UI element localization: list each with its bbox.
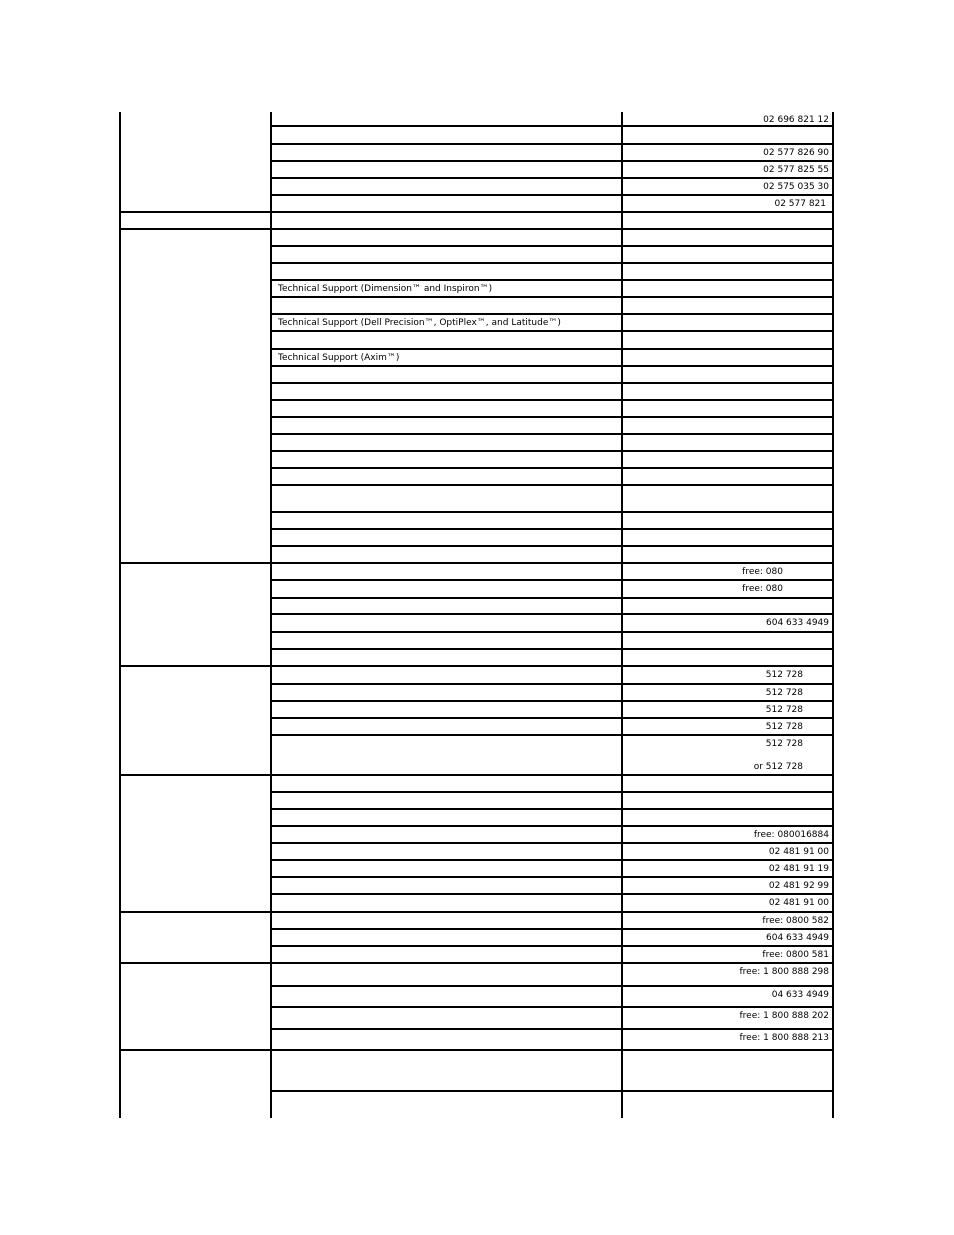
phone-number: 04 633 4949 <box>771 990 829 1000</box>
phone-number: 02 696 821 12 <box>763 115 829 125</box>
row-separator <box>270 1028 834 1030</box>
phone-number: 512 728 <box>765 739 803 749</box>
group-separator <box>119 665 834 667</box>
row-separator <box>270 825 834 827</box>
phone-number: 02 481 91 00 <box>768 847 829 857</box>
row-separator <box>270 1006 834 1008</box>
row-separator <box>270 279 834 281</box>
row-separator <box>270 433 834 435</box>
group-separator <box>119 911 834 913</box>
row-separator <box>270 545 834 547</box>
phone-number: free: 080 <box>742 567 783 577</box>
phone-number: free: 0800 582 <box>762 916 829 926</box>
row-separator <box>270 125 834 127</box>
row-separator <box>270 717 834 719</box>
row-separator <box>270 1090 834 1092</box>
group-separator <box>119 211 834 213</box>
row-separator <box>270 859 834 861</box>
phone-number: 512 728 <box>765 688 803 698</box>
group-separator <box>119 1049 834 1051</box>
row-separator <box>270 313 834 315</box>
row-separator <box>270 382 834 384</box>
phone-number: 02 577 825 55 <box>763 165 829 175</box>
row-separator <box>270 528 834 530</box>
phone-number: 604 633 4949 <box>766 618 829 628</box>
row-separator <box>270 734 834 736</box>
row-separator <box>270 631 834 633</box>
group-separator <box>119 774 834 776</box>
row-separator <box>270 648 834 650</box>
row-separator <box>270 876 834 878</box>
row-separator <box>270 700 834 702</box>
phone-number: free: 1 800 888 213 <box>739 1033 829 1043</box>
phone-number: 02 575 035 30 <box>763 182 829 192</box>
phone-number: 512 728 <box>765 722 803 732</box>
group-separator <box>119 562 834 564</box>
phone-number: 512 728 <box>765 670 803 680</box>
row-separator <box>270 399 834 401</box>
row-separator <box>270 597 834 599</box>
row-separator <box>270 194 834 196</box>
row-separator <box>270 808 834 810</box>
phone-number: 604 633 4949 <box>766 933 829 943</box>
row-separator <box>270 511 834 513</box>
row-separator <box>270 484 834 486</box>
phone-number: 02 481 92 99 <box>768 881 829 891</box>
row-separator <box>270 683 834 685</box>
row-separator <box>270 450 834 452</box>
group-separator <box>119 962 834 964</box>
phone-number: free: 1 800 888 298 <box>739 967 829 977</box>
service-description: Technical Support (Dimension™ and Inspiron™) <box>278 284 493 294</box>
row-separator <box>270 365 834 367</box>
phone-number: free: 080 <box>742 584 783 594</box>
row-separator <box>270 945 834 947</box>
row-separator <box>270 842 834 844</box>
phone-number: free: 1 800 888 202 <box>739 1011 829 1021</box>
row-separator <box>270 296 834 298</box>
phone-number: free: 0800 581 <box>762 950 829 960</box>
row-separator <box>270 467 834 469</box>
phone-number: 02 577 826 90 <box>763 148 829 158</box>
row-separator <box>270 160 834 162</box>
row-separator <box>270 928 834 930</box>
row-separator <box>270 143 834 145</box>
row-separator <box>270 985 834 987</box>
phone-number: 02 481 91 19 <box>768 864 829 874</box>
row-separator <box>270 330 834 332</box>
row-separator <box>270 613 834 615</box>
phone-number-alt: or 512 728 <box>753 762 803 772</box>
phone-number: 02 481 91 00 <box>768 898 829 908</box>
row-separator <box>270 893 834 895</box>
group-separator <box>119 228 834 230</box>
row-separator <box>270 245 834 247</box>
row-separator <box>270 348 834 350</box>
phone-number: 512 728 <box>765 705 803 715</box>
service-description: Technical Support (Dell Precision™, OptiPlex™, and Latitude™) <box>278 318 561 328</box>
row-separator <box>270 177 834 179</box>
service-description: Technical Support (Axim™) <box>278 353 400 363</box>
phone-number: 02 577 821 <box>774 199 826 209</box>
phone-number: free: 080016884 <box>753 830 829 840</box>
col-rule-left <box>119 112 121 1118</box>
row-separator <box>270 791 834 793</box>
row-separator <box>270 579 834 581</box>
row-separator <box>270 416 834 418</box>
row-separator <box>270 262 834 264</box>
